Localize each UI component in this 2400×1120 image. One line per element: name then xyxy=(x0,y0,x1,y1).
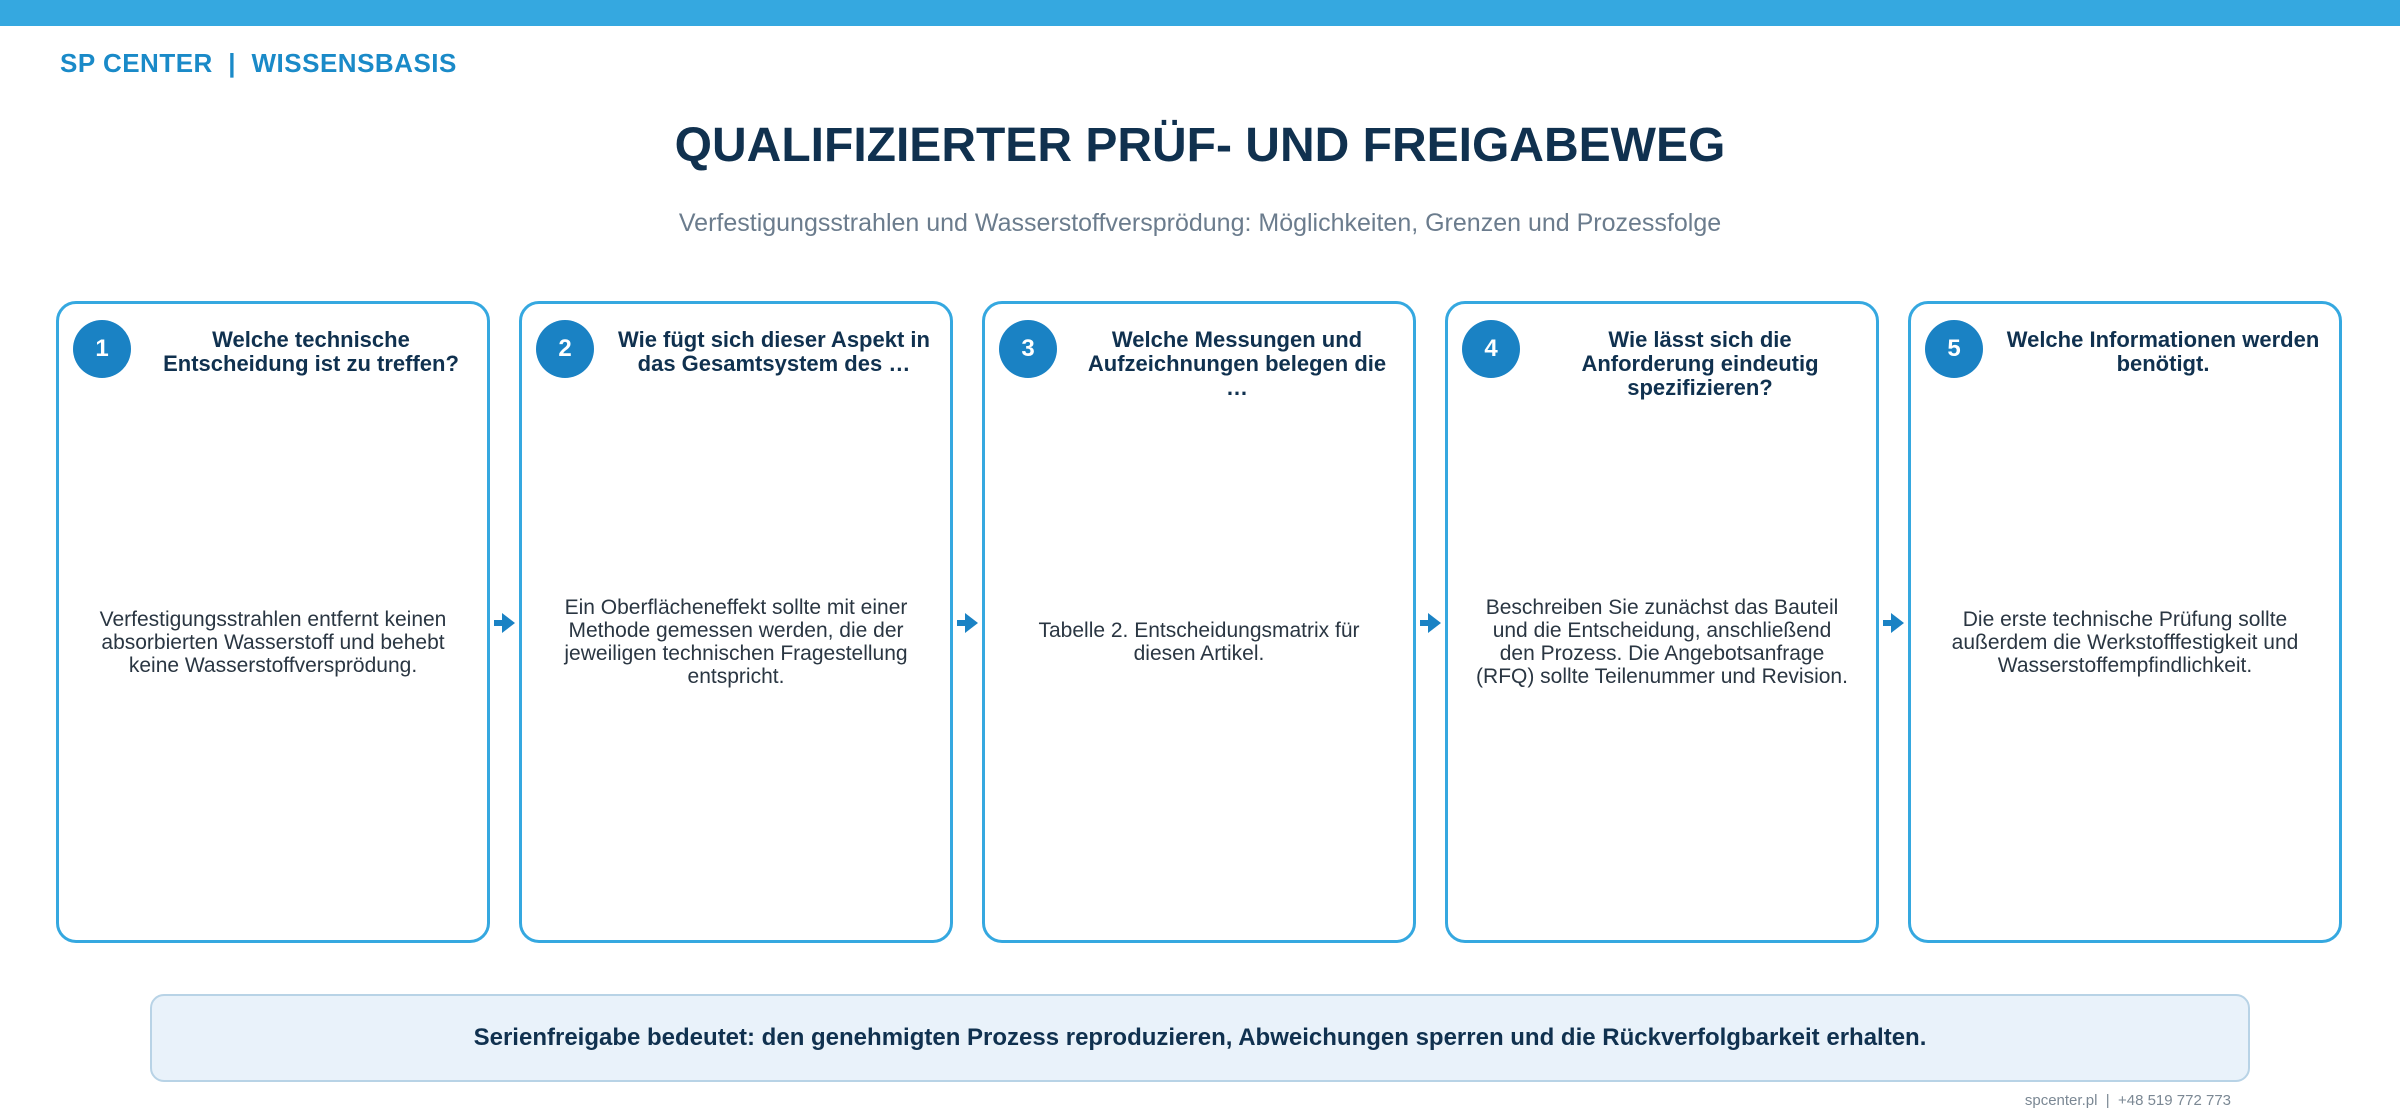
summary-banner xyxy=(150,994,2250,1082)
step-number-badge: 1 xyxy=(73,320,131,378)
step-title: Welche technische Entscheidung ist zu treffen? xyxy=(163,327,459,376)
step-number-badge: 5 xyxy=(1925,320,1983,378)
step-card-5 xyxy=(1908,301,2342,943)
top-accent-bar xyxy=(0,0,2400,26)
step-card-4 xyxy=(1445,301,1879,943)
step-number-badge: 2 xyxy=(536,320,594,378)
page-subtitle: Verfestigungsstrahlen und Wasserstoffversprödung: Möglichkeiten, Grenzen und Prozessfolge xyxy=(678,209,1722,237)
step-number-badge: 4 xyxy=(1462,320,1520,378)
step-body: Die erste technische Prüfung sollte außerdem die Werkstofffestigkeit und Wasserstoffempfindlichkeit. xyxy=(1951,607,2299,677)
step-body: Verfestigungsstrahlen entfernt keinen absorbierten Wasserstoff und behebt keine Wasserstoffversprödung. xyxy=(99,607,447,677)
step-body: Beschreiben Sie zunächst das Bauteil und die Entscheidung, anschließend den Prozess. Die Angebotsanfrage (RFQ) sollte Teilenummer und Revision. xyxy=(1476,596,1848,688)
arrow-right-icon xyxy=(1420,611,1442,635)
arrow-right-icon xyxy=(494,611,516,635)
step-title: Wie fügt sich dieser Aspekt in das Gesamtsystem des … xyxy=(618,327,930,376)
step-body: Ein Oberflächeneffekt sollte mit einer Methode gemessen werden, die der jeweiligen technischen Fragestellung entspricht. xyxy=(564,596,908,688)
step-title: Welche Informationen werden benötigt. xyxy=(2006,327,2320,376)
step-title: Welche Messungen und Aufzeichnungen belegen die … xyxy=(1087,327,1387,400)
page-title: QUALIFIZIERTER PRÜF- UND FREIGABEWEG xyxy=(674,119,1726,172)
arrow-right-icon xyxy=(957,611,979,635)
brand-label: SP CENTER | WISSENSBASIS xyxy=(60,48,457,78)
contact-line: spcenter.pl | +48 519 772 773 xyxy=(2024,1092,2231,1109)
step-card-3 xyxy=(982,301,1416,943)
step-card-2 xyxy=(519,301,953,943)
step-number-badge: 3 xyxy=(999,320,1057,378)
step-body: Tabelle 2. Entscheidungsmatrix für diesen Artikel. xyxy=(1038,619,1360,665)
arrow-right-icon xyxy=(1883,611,1905,635)
summary-text: Serienfreigabe bedeutet: den genehmigten Prozess reproduzieren, Abweichungen sperren und die Rückverfolgbarkeit erhalten. xyxy=(473,1024,1927,1051)
step-card-1 xyxy=(56,301,490,943)
step-title: Wie lässt sich die Anforderung eindeutig spezifizieren? xyxy=(1581,327,1819,400)
